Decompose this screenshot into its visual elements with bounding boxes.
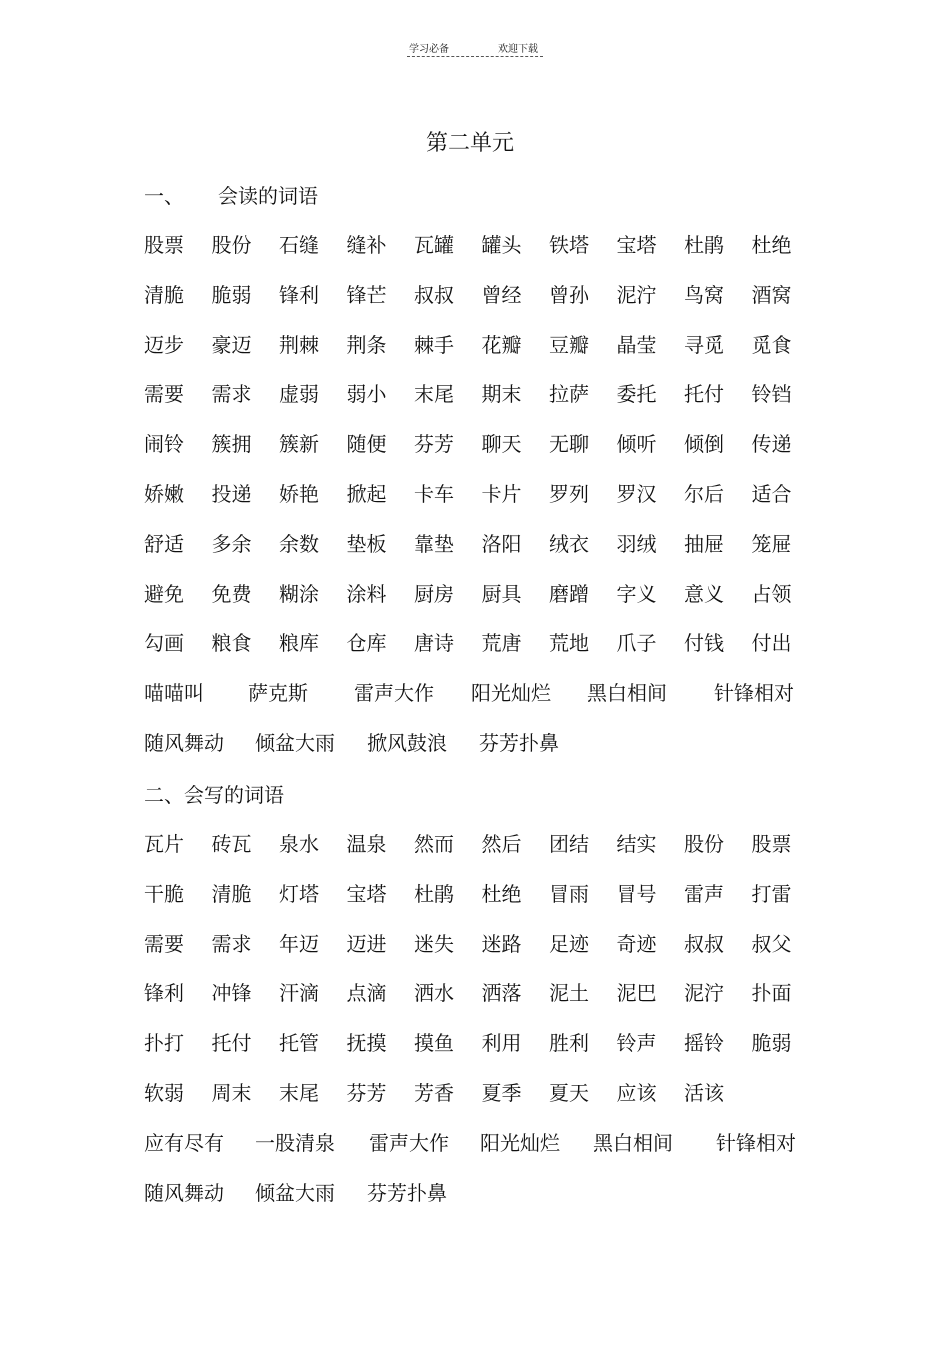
word-cell: 豆瓣 (549, 332, 589, 357)
word-cell: 末尾 (414, 382, 454, 407)
word-cell: 垫板 (346, 531, 387, 556)
word-cell: 占领 (751, 581, 792, 606)
word-cell: 聊天 (481, 432, 522, 457)
word-cell: 摸鱼 (414, 1031, 454, 1056)
word-cell: 适合 (751, 481, 792, 506)
word-cell: 卡车 (414, 481, 454, 506)
word-cell: 免费 (211, 581, 252, 606)
phrase-cell: 针锋相对 (716, 1130, 796, 1155)
word-cell: 卡片 (481, 481, 522, 506)
word-cell: 宝塔 (616, 233, 657, 257)
word-cell: 余数 (279, 531, 319, 556)
phrase-cell: 黑白相间 (587, 681, 667, 706)
phrase-cell: 芬芳扑鼻 (367, 1180, 447, 1205)
word-cell: 瓦片 (144, 832, 184, 856)
phrase-cell: 喵喵叫 (144, 681, 204, 706)
word-cell: 弱小 (346, 382, 387, 407)
word-cell: 荒地 (549, 631, 589, 656)
word-cell: 鸟窝 (684, 282, 724, 307)
header-right-text: 欢迎下载 (498, 44, 538, 55)
word-cell: 泥土 (549, 981, 589, 1006)
word-cell: 股份 (211, 233, 252, 257)
word-cell: 荆棘 (279, 332, 319, 357)
word-cell: 需要 (144, 382, 184, 407)
word-cell: 勾画 (144, 631, 184, 656)
word-cell: 倾听 (616, 432, 657, 457)
word-cell: 夏季 (481, 1080, 522, 1105)
word-cell: 泥巴 (616, 981, 657, 1006)
word-cell: 罐头 (481, 233, 522, 257)
word-cell: 周末 (211, 1080, 252, 1105)
word-cell: 迈进 (346, 931, 387, 956)
word-cell: 无聊 (549, 432, 589, 457)
word-cell: 需求 (211, 382, 252, 407)
word-cell: 锋利 (144, 981, 184, 1006)
word-cell: 砖瓦 (211, 832, 252, 856)
word-cell: 杜鹃 (414, 881, 454, 906)
word-cell: 缝补 (346, 233, 387, 257)
word-cell: 糊涂 (279, 581, 319, 606)
word-cell: 干脆 (144, 881, 184, 906)
phrase-cell: 一股清泉 (255, 1130, 335, 1155)
word-cell: 汗滴 (279, 981, 319, 1006)
word-cell: 泉水 (279, 832, 319, 856)
section1-heading (144, 180, 318, 209)
word-cell: 股票 (144, 233, 184, 257)
word-cell: 笼屉 (751, 531, 792, 556)
phrase-cell: 萨克斯 (248, 681, 308, 706)
word-cell: 抽屉 (684, 531, 724, 556)
header-left-text: 学习必备 (409, 44, 449, 55)
word-cell: 锋利 (279, 282, 319, 307)
word-cell: 打雷 (751, 881, 792, 906)
word-cell: 委托 (616, 382, 657, 407)
word-cell: 铃铛 (751, 382, 792, 407)
word-cell: 泥泞 (684, 981, 724, 1006)
word-cell: 石缝 (279, 233, 319, 257)
word-cell: 罗列 (549, 481, 589, 506)
phrase-cell: 雷声大作 (354, 681, 434, 706)
phrase-cell: 掀风鼓浪 (367, 730, 447, 755)
word-cell: 年迈 (279, 931, 319, 956)
word-cell: 冲锋 (211, 981, 252, 1006)
section1-heading-text: 会读的词语 (218, 184, 318, 208)
word-cell: 芳香 (414, 1080, 454, 1105)
word-cell: 团结 (549, 832, 589, 856)
word-cell: 然后 (481, 832, 522, 856)
word-cell: 粮食 (211, 631, 252, 656)
word-cell: 抚摸 (346, 1031, 387, 1056)
word-cell: 虚弱 (279, 382, 319, 407)
word-cell: 叔叔 (414, 282, 454, 307)
word-cell: 奇迹 (616, 931, 657, 956)
word-cell: 洒水 (414, 981, 454, 1006)
word-cell: 锋芒 (346, 282, 387, 307)
word-cell: 然而 (414, 832, 454, 856)
word-cell: 足迹 (549, 931, 589, 956)
word-cell: 绒衣 (549, 531, 589, 556)
word-cell: 瓦罐 (414, 233, 454, 257)
word-cell: 付出 (751, 631, 792, 656)
word-cell: 宝塔 (346, 881, 387, 906)
word-cell: 意义 (684, 581, 724, 606)
word-cell: 杜鹃 (684, 233, 724, 257)
word-cell: 荆条 (346, 332, 387, 357)
word-cell: 豪迈 (211, 332, 252, 357)
word-cell: 荒唐 (481, 631, 522, 656)
word-cell: 晶莹 (616, 332, 657, 357)
phrase-cell: 随风舞动 (144, 730, 224, 755)
word-cell: 酒窝 (751, 282, 792, 307)
word-cell: 花瓣 (481, 332, 522, 357)
word-cell: 扑面 (751, 981, 792, 1006)
word-cell: 股票 (751, 832, 792, 856)
word-cell: 芬芳 (346, 1080, 387, 1105)
word-cell: 期末 (481, 382, 522, 407)
word-cell: 利用 (481, 1031, 522, 1056)
word-cell: 娇艳 (279, 481, 319, 506)
word-cell: 多余 (211, 531, 252, 556)
word-cell: 靠垫 (414, 531, 454, 556)
word-cell: 唐诗 (414, 631, 454, 656)
word-cell: 脆弱 (211, 282, 252, 307)
phrase-cell: 阳光灿烂 (480, 1130, 560, 1155)
word-cell: 闹铃 (144, 432, 184, 457)
word-cell: 叔叔 (684, 931, 724, 956)
word-cell: 芬芳 (414, 432, 454, 457)
phrase-cell: 随风舞动 (144, 1180, 224, 1205)
word-cell: 股份 (684, 832, 724, 856)
section1-heading-number: 一、 (144, 184, 184, 208)
word-cell: 簇拥 (211, 432, 252, 457)
word-cell: 点滴 (346, 981, 387, 1006)
word-cell: 冒雨 (549, 881, 589, 906)
phrase-cell: 黑白相间 (593, 1130, 673, 1155)
word-cell: 胜利 (549, 1031, 589, 1056)
phrase-cell: 芬芳扑鼻 (479, 730, 559, 755)
word-cell: 倾倒 (684, 432, 724, 457)
word-cell: 摇铃 (684, 1031, 724, 1056)
word-cell: 随便 (346, 432, 387, 457)
word-cell: 托付 (211, 1031, 252, 1056)
word-cell: 寻觅 (684, 332, 724, 357)
word-cell: 曾经 (481, 282, 522, 307)
word-cell: 付钱 (684, 631, 724, 656)
word-cell: 铃声 (616, 1031, 657, 1056)
word-cell: 冒号 (616, 881, 657, 906)
word-cell: 结实 (616, 832, 657, 856)
word-cell: 传递 (751, 432, 792, 457)
word-cell: 杜绝 (751, 233, 792, 257)
phrase-cell: 针锋相对 (714, 681, 794, 706)
word-cell: 觅食 (751, 332, 792, 357)
word-cell: 灯塔 (279, 881, 319, 906)
word-cell: 洒落 (481, 981, 522, 1006)
word-cell: 末尾 (279, 1080, 319, 1105)
page-title: 第二单元 (425, 131, 514, 156)
word-cell: 扑打 (144, 1031, 184, 1056)
word-cell: 拉萨 (549, 382, 589, 407)
word-cell: 雷声 (684, 881, 724, 906)
word-cell: 羽绒 (616, 531, 657, 556)
word-cell: 需要 (144, 931, 184, 956)
word-cell: 需求 (211, 931, 252, 956)
word-cell: 活该 (684, 1080, 724, 1105)
word-cell: 避免 (144, 581, 184, 606)
word-cell: 软弱 (144, 1080, 184, 1105)
word-cell: 应该 (616, 1080, 657, 1105)
word-cell: 叔父 (751, 931, 792, 956)
word-cell: 爪子 (616, 631, 657, 656)
word-cell: 夏天 (549, 1080, 589, 1105)
word-cell: 字义 (616, 581, 657, 606)
word-cell: 托管 (279, 1031, 319, 1056)
word-cell: 投递 (211, 481, 252, 506)
word-cell: 厨具 (481, 581, 522, 606)
phrase-cell: 应有尽有 (144, 1130, 224, 1155)
word-cell: 尔后 (684, 481, 724, 506)
word-cell: 迷路 (481, 931, 522, 956)
word-cell: 杜绝 (481, 881, 522, 906)
phrase-cell: 倾盆大雨 (255, 1180, 335, 1205)
word-cell: 仓库 (346, 631, 387, 656)
word-cell: 泥泞 (616, 282, 657, 307)
word-cell: 迈步 (144, 332, 184, 357)
phrase-cell: 倾盆大雨 (255, 730, 335, 755)
word-cell: 脆弱 (751, 1031, 792, 1056)
word-cell: 棘手 (414, 332, 454, 357)
word-cell: 涂料 (346, 581, 387, 606)
word-cell: 温泉 (346, 832, 387, 856)
word-cell: 清脆 (211, 881, 252, 906)
word-cell: 清脆 (144, 282, 184, 307)
word-cell: 洛阳 (481, 531, 522, 556)
word-cell: 迷失 (414, 931, 454, 956)
word-cell: 铁塔 (549, 233, 589, 257)
word-cell: 舒适 (144, 531, 184, 556)
phrase-cell: 雷声大作 (369, 1130, 449, 1155)
word-cell: 掀起 (346, 481, 387, 506)
section2-heading: 二、会写的词语 (144, 783, 284, 807)
word-cell: 娇嫩 (144, 481, 184, 506)
word-cell: 罗汉 (616, 481, 657, 506)
word-cell: 曾孙 (549, 282, 589, 307)
word-cell: 托付 (684, 382, 724, 407)
phrase-cell: 阳光灿烂 (471, 681, 551, 706)
word-cell: 簇新 (279, 432, 319, 457)
word-cell: 粮库 (279, 631, 319, 656)
word-cell: 磨蹭 (549, 581, 589, 606)
word-cell: 厨房 (414, 581, 454, 606)
page-header (407, 38, 543, 57)
